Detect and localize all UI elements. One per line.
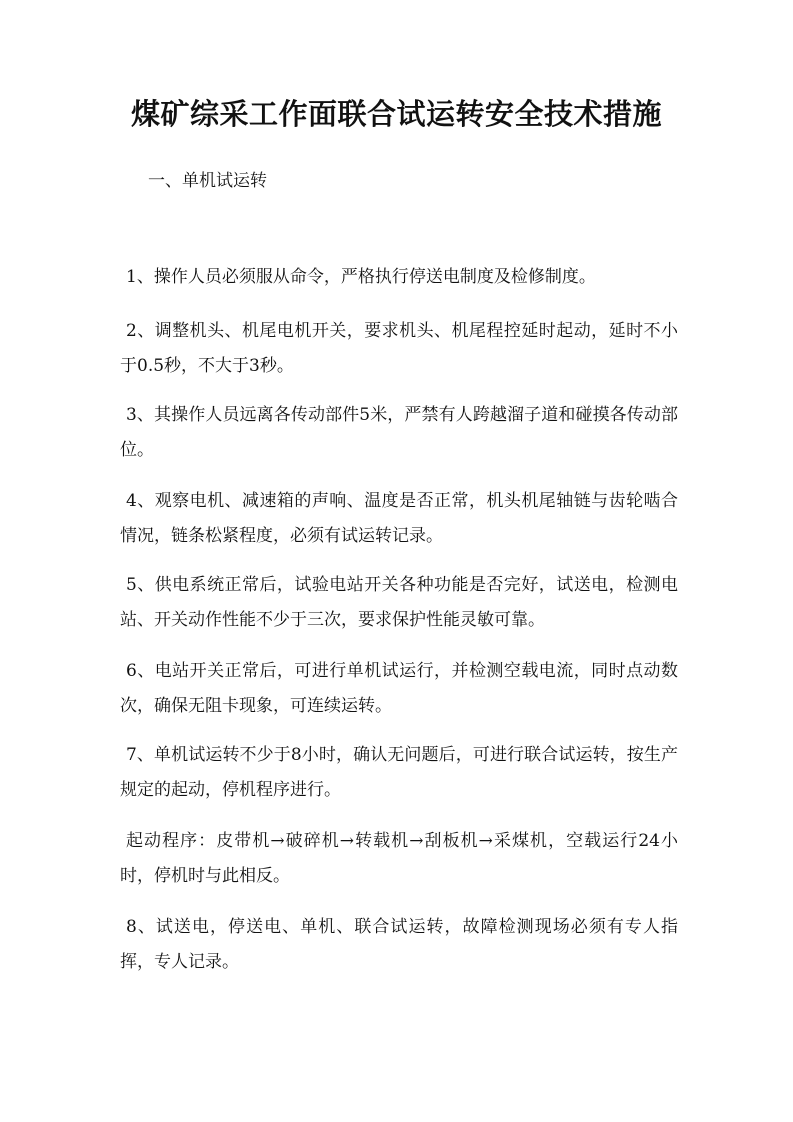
paragraph-6: 6、电站开关正常后，可进行单机试运行，并检测空载电流，同时点动数次，确保无阻卡现象，可连续运转。: [120, 661, 678, 716]
paragraph-1: 1、操作人员必须服从命令，严格执行停送电制度及检修制度。: [126, 267, 596, 287]
paragraph-5: 5、供电系统正常后，试验电站开关各种功能是否完好，试送电，检测电站、开关动作性能不少于三次，要求保护性能灵敏可靠。: [120, 575, 678, 630]
paragraph-8: 8、试送电，停送电、单机、联合试运转，故障检测现场必须有专人指挥，专人记录。: [120, 917, 678, 972]
paragraph-2: 2、调整机头、机尾电机开关，要求机头、机尾程控延时起动，延时不小于0.5秒，不大于3秒。: [120, 321, 678, 376]
paragraph-3: 3、其操作人员远离各传动部件5米，严禁有人跨越溜子道和碰摸各传动部位。: [120, 405, 678, 460]
paragraph-4: 4、观察电机、减速箱的声响、温度是否正常，机头机尾轴链与齿轮啮合情况，链条松紧程度，必须有试运转记录。: [120, 491, 678, 546]
document-title: 煤矿综采工作面联合试运转安全技术措施: [130, 97, 662, 131]
paragraph-7: 7、单机试运转不少于8小时，确认无问题后，可进行联合试运转，按生产规定的起动，停机程序进行。: [120, 745, 678, 800]
paragraph-startup-sequence: 起动程序：皮带机→破碎机→转载机→刮板机→采煤机，空载运行24小时，停机时与此相反。: [120, 831, 678, 886]
section-heading: 一、单机试运转: [148, 171, 267, 191]
